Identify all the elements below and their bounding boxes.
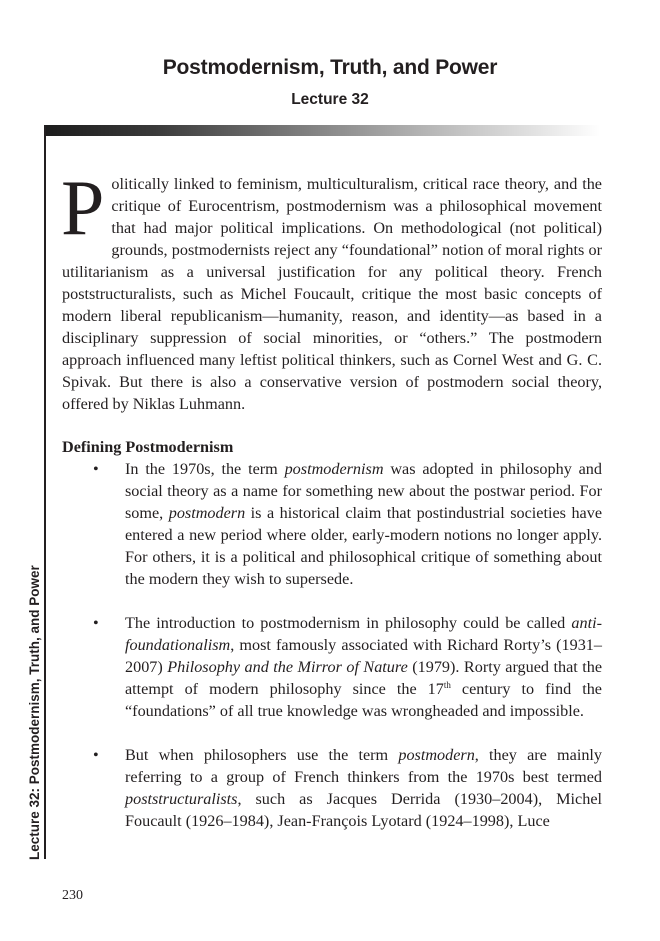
list-item xyxy=(62,458,602,590)
bullet-text: (1979). Rorty argued that the attempt of modern philosophy since the 17 xyxy=(125,658,602,698)
bullet-icon: • xyxy=(93,614,99,632)
ordinal-superscript: th xyxy=(443,680,451,690)
emphasis: postmodern xyxy=(168,504,246,522)
intro-text: olitically linked to feminism, multiculturalism, critical race theory, and the critique of Eurocentrism, postmodernism was a philosophical movement that had major political implications. On methodological (not political) grounds, postmodernists reject any “foundational” notion of moral rights or utilitarianism as a universal justification for any political theory. French poststructuralists, such as Michel Foucault, critique the most basic concepts of modern liberal republicanism—humanity, reason, and identity—as based in a disciplinary suppression of social minorities, or “others.” The postmodern approach influenced many leftist political thinkers, such as Cornel West and G. C. Spivak. But there is also a conservative version of postmodern social theory, offered by Niklas Luhmann. xyxy=(62,175,602,413)
emphasis: poststructuralists xyxy=(125,790,238,808)
bullet-text: was adopted in philosophy and social theory as a name for something new about the postwar period. For some, xyxy=(125,460,602,522)
bullet-text: The introduction to postmodernism in philosophy could be called xyxy=(125,614,572,632)
left-border-line xyxy=(44,125,46,859)
list-item xyxy=(62,744,602,832)
emphasis: postmodernism xyxy=(284,460,384,478)
bullet-list xyxy=(62,458,602,832)
bullet-text: , they are mainly referring to a group of French thinkers from the 1970s best termed xyxy=(125,746,602,786)
page-body xyxy=(61,164,603,854)
section-heading: Defining Postmodernism xyxy=(62,438,234,456)
bullet-text: But when philosophers use the term xyxy=(125,746,399,764)
page-title: Postmodernism, Truth, and Power xyxy=(162,56,498,79)
lecture-subtitle: Lecture 32 xyxy=(291,91,369,108)
list-item xyxy=(62,612,602,722)
emphasis: anti-foundationalism xyxy=(125,614,602,654)
bullet-icon: • xyxy=(93,460,99,478)
bullet-text: In the 1970s, the term xyxy=(125,460,285,478)
bullet-icon: • xyxy=(93,746,99,764)
side-running-label: Lecture 32: Postmodernism, Truth, and Power xyxy=(27,565,42,860)
gradient-header-bar xyxy=(44,125,600,136)
bullet-text: is a historical claim that postindustrial societies have entered a new period where older, early-modern notions no longer apply. For others, it is a political and philosophical critique of something about the modern they wish to supersede. xyxy=(125,504,603,588)
emphasis: postmodern xyxy=(398,746,475,764)
intro-paragraph xyxy=(61,164,602,415)
page-number: 230 xyxy=(62,888,83,903)
bullet-text: , such as Jacques Derrida (1930–2004), Michel Foucault (1926–1984), Jean-François Lyotard (1924–1998), Luce xyxy=(125,790,602,830)
drop-cap: P xyxy=(61,164,105,251)
bullet-text: , most famously associated with Richard Rorty’s (1931–2007) xyxy=(125,636,602,676)
bullet-text: century to find the “foundations” of all true knowledge was wrongheaded and impossible. xyxy=(125,680,602,720)
book-title: Philosophy and the Mirror of Nature xyxy=(167,658,408,676)
